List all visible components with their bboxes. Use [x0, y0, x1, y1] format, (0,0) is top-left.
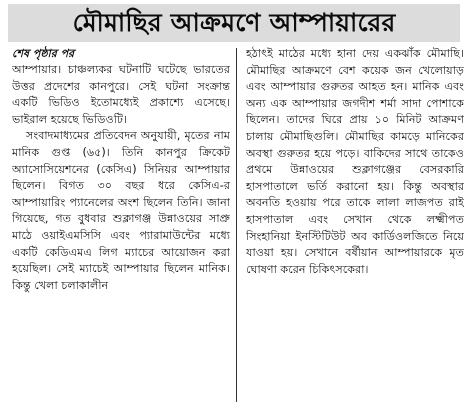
paragraph-1: আম্পায়ার। চাঞ্চল্যকর ঘটনাটি ঘটেছে ভারতের উত্তর প্রদেশের কানপুরে। সেই ঘটনা সংক্রান্ত একটি ভিডিও ইতোমধ্যেই প্রকাশ্যে এসেছে। ভাইরাল হয়েছে ভিডিওটি।	[12, 63, 230, 126]
headline: মৌমাছির আক্রমণে আম্পায়ারের	[72, 8, 396, 37]
article-column-right	[246, 46, 464, 406]
column-divider	[236, 48, 237, 402]
continued-from-tag: শেষ পৃষ্ঠার পর	[12, 47, 75, 60]
article-column-left	[12, 46, 230, 406]
paragraph-3: হঠাৎই মাঠের মধ্যে হানা দেয় একঝাঁক মৌমাছি। মৌমাছির আক্রমণে বেশ কয়েক জন খেলোয়াড় এবং আম্পায়ার গুরুতর আহত হন। মানিক এবং অন্য এক আম্পায়ার জগদীশ শর্মা সাদা পোশাকে ছিলেন। তাদের ঘিরে প্রায় ১০ মিনিট আক্রমণ চালায় মৌমাছিগুলি। মৌমাছির কামড়ে মানিকের অবস্থা গুরুতর হয়ে পড়ে। বাকিদের সাথে তাকেও প্রথমে উন্নাওয়ের শুক্লাগঞ্জের বেসরকারি হাসপাতালে ভর্তি করানো হয়। কিন্তু অবস্থার অবনতি হওয়ায় পরে তাকে লালা লাজপত রাই হাসপাতাল এবং সেখান থেকে লক্ষ্মীপত সিংহানিয়া ইনস্টিটিউট অব কার্ডিওলজিতে নিয়ে যাওয়া হয়। সেখানে বর্ষীয়ান আম্পায়ারকে মৃত ঘোষণা করেন চিকিৎসকেরা।	[246, 47, 464, 276]
headline-banner	[8, 4, 460, 42]
paragraph-2: সংবাদমাধ্যমের প্রতিবেদন অনুযায়ী, মৃতের নাম মানিক গুপ্ত (৬৫)। তিনি কানপুর ক্রিকেট অ্যাসোসিয়েশনের (কেসিএ) সিনিয়র আম্পায়ার ছিলেন। বিগত ৩০ বছর ধরে কেসিএ-র আম্পায়ারিং প্যানেলের অংশ ছিলেন তিনি। জানা গিয়েছে, গত বুধবার শুক্লাগঞ্জ উন্নাওয়ের সাপ্রু মাঠে ওয়াইএমসিসি এবং প্যারামাউন্টের মধ্যে একটি কেডিএমএ লিগ ম্যাচের আয়োজন করা হয়েছিল। সেই ম্যাচেই আম্পায়ার ছিলেন মানিক। কিন্তু খেলা চলাকালীন	[12, 129, 230, 292]
